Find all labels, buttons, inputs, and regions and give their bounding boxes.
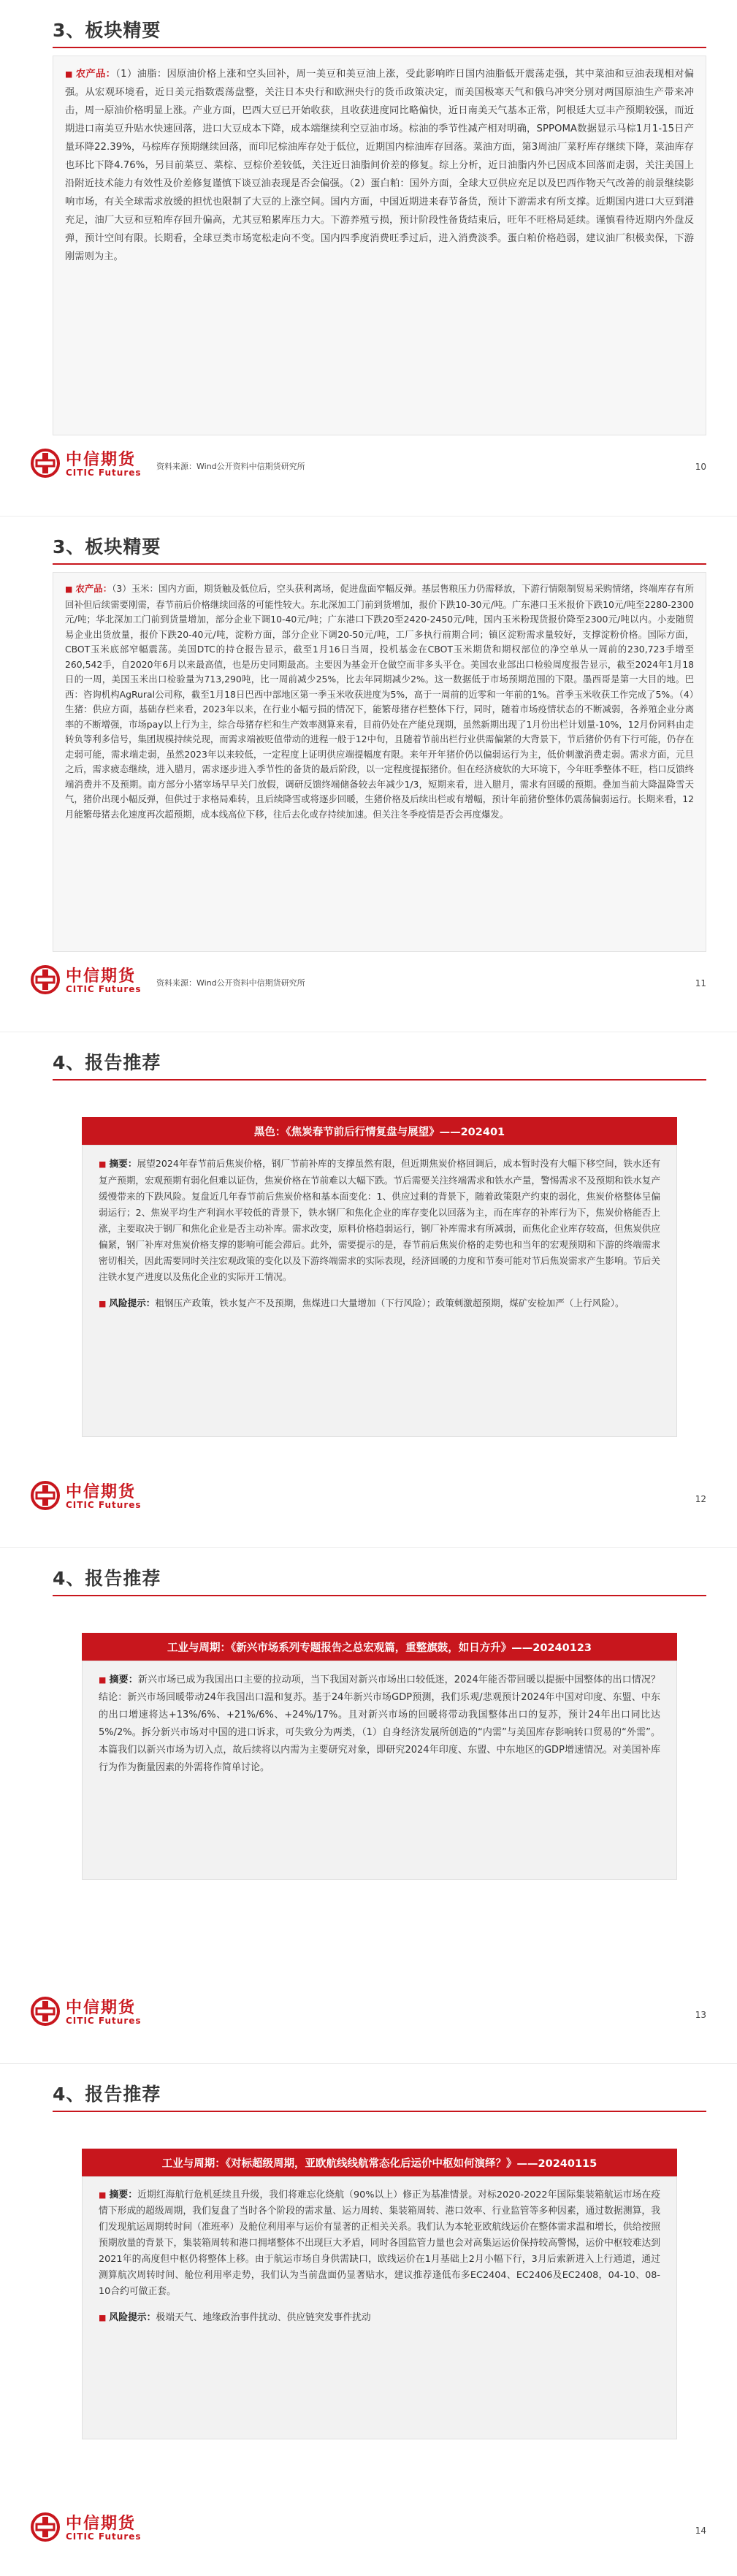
logo-cn: 中信期货 xyxy=(66,2514,137,2533)
summary-text: 近期红海航行危机延续且升级，我们将难忘化绕航（90%以上）修正为基准情景。对标2020-2022年国际集装箱航运市场在疫情下形成的超级周期，我们复盘了当时各个阶段的需求量、运力周转、集装箱周转、港口效率、行业监管等多种因素，通过数据测算，我们发现航运周期转时间（准班率）及舱位利用率与运价有显著的正相关关系。我们认为本轮亚欧航线运价在整体需求温和增长，供给按照预期放量的背景下，集装箱周转和港口拥堵整体不出现巨大矛盾，同时各国监管力量也会对高集运运价保持较高警惕，运价中枢较难达到2021年的高度但中枢仍将整体上移。由于航运市场自身供需缺口，欧线运价在1月基础上2月小幅下行，3月后索新进入上行通道，通过测算航次周转时间、舱位利用率走势，我们认为当前盘面仍显著贴水，建议推荐逢低布多EC2404、EC2406及EC2408，04-10、08-10合约可做正套。 xyxy=(99,2190,660,2297)
section-divider xyxy=(53,563,706,565)
page-footer xyxy=(31,446,706,489)
summary-text: 展望2024年春节前后焦炭价格，钢厂节前补库的支撑虽然有限，但近期焦炭价格回调后，成本暂时没有大幅下移空间，铁水还有复产预期，宏观预期有弱化但难以证伪，焦炭价格在节前难以大幅下跌。节后需要关注终端需求和铁水产量，警惕需求不及预期和铁水复产缓慢带来的下跌风险。复盘近几年春节前后焦炭价格和基本面变化：1、供应过剩的背景下，随着政策限产约束的弱化，焦炭价格整体呈偏弱运行；2、焦炭平均生产利润水平较低的背景下，铁水钢厂和焦化企业的库存变化以回落为主，而在库存的补库行为下，焦炭价格能否上涨，主要取决于钢厂和焦化企业是否主动补库。需求改变，原料价格趋弱运行，钢厂补库需求有所减弱，而焦化企业库存较高，但焦炭供应偏紧，钢厂补库对焦炭价格支撑的影响可能会滞后。此外，需要提示的是，春节前后焦炭价格的走势也和当年的宏观预期和下游的终端需求密切相关，因此需要同时关注宏观政策的变化以及下游终端需求的实际表现，经济回暖的力度和节奏可能对节后焦炭需求产生影响。节后关注铁水复产进度以及焦化企业的实际开工情况。 xyxy=(99,1158,660,1282)
bullet-icon: ■ xyxy=(99,1299,107,1308)
recommendation-box xyxy=(82,2176,677,2439)
summary-label: 摘要： xyxy=(109,1158,137,1169)
bullet-icon: ■ xyxy=(99,1675,107,1685)
bullet-icon: ■ xyxy=(99,2313,107,2322)
section-heading xyxy=(53,2080,161,2106)
logo-en: CITIC Futures xyxy=(66,2016,142,2026)
section-heading xyxy=(53,16,161,42)
page-footer xyxy=(31,962,706,1006)
summary-paragraph xyxy=(99,1672,660,1777)
section-divider xyxy=(53,1595,706,1596)
report-page-13 xyxy=(0,1547,737,2063)
risk-paragraph xyxy=(99,1295,660,1312)
logo-cn: 中信期货 xyxy=(66,1482,137,1501)
logo-en: CITIC Futures xyxy=(66,2531,142,2542)
logo-cn: 中信期货 xyxy=(66,1998,137,2017)
page-number: 14 xyxy=(695,2526,706,2536)
citic-logo xyxy=(31,1478,199,1519)
bullet-icon: ■ xyxy=(99,1159,107,1169)
page-number: 11 xyxy=(695,978,706,988)
section-title: 4、报告推荐 xyxy=(53,2084,161,2105)
recommendation-title: 黑色：《焦炭春节前后行情复盘与展望》——202401 xyxy=(82,1117,677,1145)
content-box xyxy=(53,56,706,435)
page-footer xyxy=(31,1478,706,1522)
page-footer xyxy=(31,2510,706,2553)
page-number: 13 xyxy=(695,2010,706,2020)
risk-text: 粗钢压产政策，铁水复产不及预期，焦煤进口大量增加（下行风险）；政策刺激超预期，煤矿安检加严（上行风险）。 xyxy=(155,1297,625,1308)
section-title: 3、板块精要 xyxy=(53,536,161,557)
page-number: 12 xyxy=(695,1494,706,1504)
content-box xyxy=(53,572,706,952)
report-page-14 xyxy=(0,2063,737,2576)
content-paragraph xyxy=(65,65,694,266)
citic-logo xyxy=(31,2510,199,2550)
citic-logo-icon xyxy=(31,965,60,994)
recommendation-box xyxy=(82,1661,677,1880)
risk-paragraph xyxy=(99,2310,660,2326)
risk-text: 极端天气、地缘政治事件扰动、供应链突发事件扰动 xyxy=(156,2312,371,2323)
bullet-icon: ■ xyxy=(65,69,73,79)
section-divider xyxy=(53,2111,706,2112)
recommendation-box xyxy=(82,1145,677,1437)
summary-paragraph xyxy=(99,1156,660,1285)
page-number: 10 xyxy=(695,462,706,472)
section-title: 4、报告推荐 xyxy=(53,1568,161,1589)
section-title: 4、报告推荐 xyxy=(53,1052,161,1073)
summary-label: 摘要： xyxy=(109,2190,138,2200)
logo-cn: 中信期货 xyxy=(66,967,137,986)
citic-logo-icon xyxy=(31,1481,60,1510)
citic-logo xyxy=(31,1994,199,2035)
citic-logo-icon xyxy=(31,449,60,478)
risk-label: 风险提示： xyxy=(109,2312,156,2323)
report-page-12 xyxy=(0,1032,737,1547)
section-title: 3、板块精要 xyxy=(53,20,161,41)
content-body: （1）油脂：因原油价格上涨和空头回补，周一美豆和美豆油上涨，受此影响昨日国内油脂低开震荡走强，其中菜油和豆油表现相对偏强。从宏观环境看，近日美元指数震荡盘整，关注日本央行和欧洲央行的货币政策决定，而美国极寒天气和俄乌冲突分别对两国原油生产带来冲击，周一原油价格明显上涨。产业方面，巴西大豆已开始收获，且收获进度同比略偏快，近日南美天气基本正常，阿根廷大豆丰产预期较强，而近期进口南美豆升贴水快速回落，进口大豆成本下降，成本端继续利空豆油市场。棕油的季节性减产相对明确，SPPOMA数据显示马棕1月1-15日产量环降22.39%，马棕库存预期继续回落，而印尼棕油库存处于低位，近期国内棕油库存回落。菜油方面，第3周油厂菜籽库存继续下降，菜油库存也环比下降4.76%，另目前菜豆、菜棕、豆棕价差较低，关注近日油脂间价差的修复。综上分析，近日油脂内外已因成本回落而走弱，关注美国上沿附近技术能力有效性及价差修复谨慎下谈豆油表现是否会偏强。（2）蛋白粕：国外方面，全球大豆供应充足以及巴西作物天气改善的前景继续影响市场，有关全球需求放缓的担忧也限制了大豆的上涨空间。国内方面，中国近期进来春节备货，预计下游需求有所支撑。近期国内进口大豆到港充足，油厂大豆和豆粕库存回升偏高，尤其豆粕累库压力大。下游养殖亏损，预计阶段性备货结束后，旺年不旺格局延续。谨慎看待近期内外盘反弹，预计空间有限。长期看，全球豆类市场宽松走向不变。国内四季度消费旺季过后，进入消费淡季。蛋白粕价格趋弱，建议油厂积极卖保，下游刚需则为主。 xyxy=(65,69,694,262)
section-heading xyxy=(53,1564,161,1590)
section-divider xyxy=(53,1079,706,1081)
summary-text: 新兴市场已成为我国出口主要的拉动项，当下我国对新兴市场出口较低迷，2024年能否带回暖以提振中国整体的出口情况？结论：新兴市场回暖带动24年我国出口温和复苏。基于24年新兴市场GDP预测，我们乐观/悲观预计2024年中国对印度、东盟、中东的出口增速将达+13%/6%、+21%/6%、+24%/17%。且对新兴市场的回暖将带动我国整体出口的复苏，预计24年出口同比达5%/2%。拆分新兴市场对中国的进口诉求，可失致分为两类，（1）自身经济发展所创造的“内需”与美国库存影响转口贸易的“外需”。本篇我们以新兴市场为切入点，故后续将以内需为主要研究对象，即研究2024年印度、东盟、中东地区的GDP增速情况。对美国补库行为作为衡量因素的外需将作简单讨论。 xyxy=(99,1674,660,1773)
recommendation-title: 工业与周期：《对标超级周期，亚欧航线线航常态化后运价中枢如何演绎？》——20240115 xyxy=(82,2149,677,2176)
report-page-10 xyxy=(0,0,737,516)
content-label: 农产品： xyxy=(75,69,116,80)
logo-en: CITIC Futures xyxy=(66,984,142,994)
source-note: 资料来源：Wind公开资料中信期货研究所 xyxy=(156,462,305,471)
risk-label: 风险提示： xyxy=(109,1297,156,1308)
summary-label: 摘要： xyxy=(109,1674,138,1685)
citic-logo-icon xyxy=(31,2512,60,2542)
section-heading xyxy=(53,533,161,559)
content-label: 农产品： xyxy=(75,583,112,594)
logo-cn: 中信期货 xyxy=(66,450,137,469)
source-note: 资料来源：Wind公开资料中信期货研究所 xyxy=(156,978,305,988)
bullet-icon: ■ xyxy=(99,2190,107,2200)
bullet-icon: ■ xyxy=(65,584,73,594)
section-heading xyxy=(53,1048,161,1075)
logo-en: CITIC Futures xyxy=(66,468,142,478)
recommendation-title: 工业与周期：《新兴市场系列专题报告之总宏观篇，重整旗鼓，如日方升》——20240123 xyxy=(82,1633,677,1661)
content-paragraph xyxy=(65,582,694,822)
section-divider xyxy=(53,47,706,48)
report-page-11 xyxy=(0,516,737,1032)
summary-paragraph xyxy=(99,2187,660,2300)
logo-en: CITIC Futures xyxy=(66,1500,142,1510)
page-footer xyxy=(31,1994,706,2038)
content-body: （3）玉米：国内方面，期货触及低位后，空头获利离场，促进盘面窄幅反弹。基层售粮压力仍需释放，下游行情限制贸易采购情绪，终端库存有所回补但后续需要刚需，春节前后价格继续回落的可能性较大。东北深加工门前到货增加，报价下跌10-30元/吨。广东港口玉米报价下跌10元/吨至2280-2300元/吨；华北深加工门前到货量增加，部分企业下调10-40元/吨；广东港口下跌20至2420-2450元/吨，国内玉米粉现货报价降至2300元/吨以内。小麦随贸易企业出货放量，报价下跌20-40元/吨，淀粉方面，部分企业下调20-50元/吨，工厂多执行前期合同；镇区淀粉需求量较好，支撑淀粉价格。国际方面，CBOT玉米底部窄幅震荡。美国DTC的持仓报告显示，截至1月16日当周，投机基金在CBOT玉米期货和期权部位的净空单从一周前的230,723手增至260,542手，自2020年6月以来最高值，也是历史同期最高。主要因为基金开仓做空而非多头平仓。美国农业部出口检验周度报告显示，截至2024年1月18日的一周，美国玉米出口检验量为713,290吨，比一周前减少25%，比去年同期减少2%。这一数据低于市场预期范围的下限。墨西哥是第一大目的地。巴西：咨询机构AgRural公司称，截至1月18日巴西中部地区第一季玉米收获进度为5%，高于一周前的近零和一年前的1%。首季玉米收获工作完成了5%。（4）生猪：供应方面，基础存栏来看，2023年以来，在行业小幅亏损的情况下，能繁母猪存栏整体下行，同时，随着市场疫情状态的不断减弱，各养殖企业分离率的不断增强，市场pay以上行为主，综合母猪存栏和生产效率测算来看，目前仍处在产能兑现期，虽然新期出现了1月份出栏计划量-10%，12月份同料由走转负等利多信号，集团规模持续兑现，而需求端被贬值带动的进程一般于12中旬，且随着节前出栏行业供需偏紧的大背景下，节后猪价仍有下行可能，仍存在走弱可能，需求端走弱，虽然2023年以来较低，一定程度上证明供应端提幅度有限。来年开年猪价仍以偏弱运行为主，低价刺激消费走弱。需求方面，元旦之后，需求疲态继续，进入腊月，需求逐步进入季节性的备货的最后阶段，以一定程度提振猪价。但在经济疲软的大环境下，今年旺季整体不旺，档口反馈终端消费并不及预期。南方部分小猪宰场早早关门放假，调研反馈终端储备较去年减少1/3，短期来看，进入腊月，需求有回暖的预期。叠加当前大降温降雪天气，猪价出现小幅反弹，但供过于求格局难转，且后续降雪或将逐步回暖，生猪价格及后续出栏或有增幅，预计年前猪价整体仍震荡偏弱运行。长期来看，12月能繁母猪去化速度再次超预期，成本线高位下移，往后去化或存持续加速。但关注冬季疫情是否会再度爆发。 xyxy=(65,583,694,820)
citic-logo-icon xyxy=(31,1997,60,2026)
